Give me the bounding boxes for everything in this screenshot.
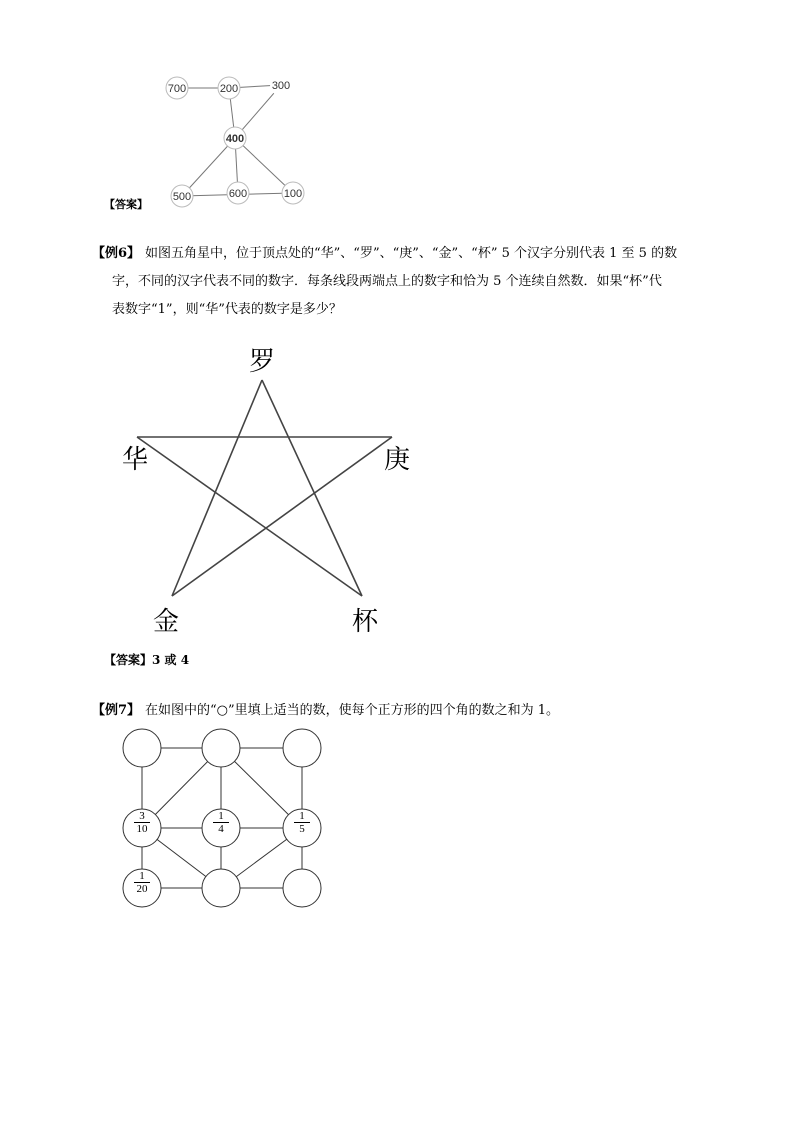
graph-node-label: 400 <box>225 133 245 145</box>
number-graph-figure <box>160 70 310 210</box>
example-6-answer <box>104 651 189 668</box>
example-7-text: 在如图中的“○”里填上适当的数，使每个正方形的四个角的数之和为 1。 <box>145 703 560 718</box>
graph-node-label: 300 <box>271 80 291 92</box>
graph-node-label: 700 <box>167 83 187 95</box>
answer-label: 【答案】 <box>104 653 153 667</box>
graph-node-label: 200 <box>219 83 239 95</box>
fraction-1-20: $\frac{1}{20}$ <box>122 870 162 895</box>
example-6-label: 【例6】 <box>92 246 141 261</box>
star-vertex-bottom-right: 杯 <box>351 607 379 637</box>
answer-label: 【答案】 <box>104 198 148 211</box>
fraction-1-5: $\frac{1}{5}$ <box>282 810 322 835</box>
star-vertex-right: 庚 <box>383 445 411 475</box>
number-graph <box>160 70 310 210</box>
star-vertex-left: 华 <box>121 445 149 475</box>
example-6-line-1: 如图五角星中，位于顶点处的“华”、“罗”、“庚”、“金”、“杯” 5 个汉字分别代表 1 至 5 的数 <box>145 246 678 261</box>
star-vertex-bottom-left: 金 <box>152 607 180 637</box>
example-7-label: 【例7】 <box>92 703 141 718</box>
graph-node-label: 500 <box>172 191 192 203</box>
pentagram-figure <box>110 340 430 640</box>
example-6-line-3: 表数字“1”，则“华”代表的数字是多少？ <box>112 302 342 317</box>
circle-grid-figure <box>115 725 330 910</box>
fraction-1-4: $\frac{1}{4}$ <box>201 810 241 835</box>
fraction-3-10: $\frac{3}{10}$ <box>122 810 162 835</box>
graph-node-label: 100 <box>283 188 303 200</box>
example-6-line-2: 字，不同的汉字代表不同的数字．每条线段两端点上的数字和恰为 5 个连续自然数．如果“杯”代 <box>112 274 662 289</box>
graph-node-label: 600 <box>228 188 248 200</box>
answer-text: 3 或 4 <box>152 653 190 667</box>
pentagram <box>110 340 430 640</box>
star-vertex-top: 罗 <box>248 347 276 377</box>
